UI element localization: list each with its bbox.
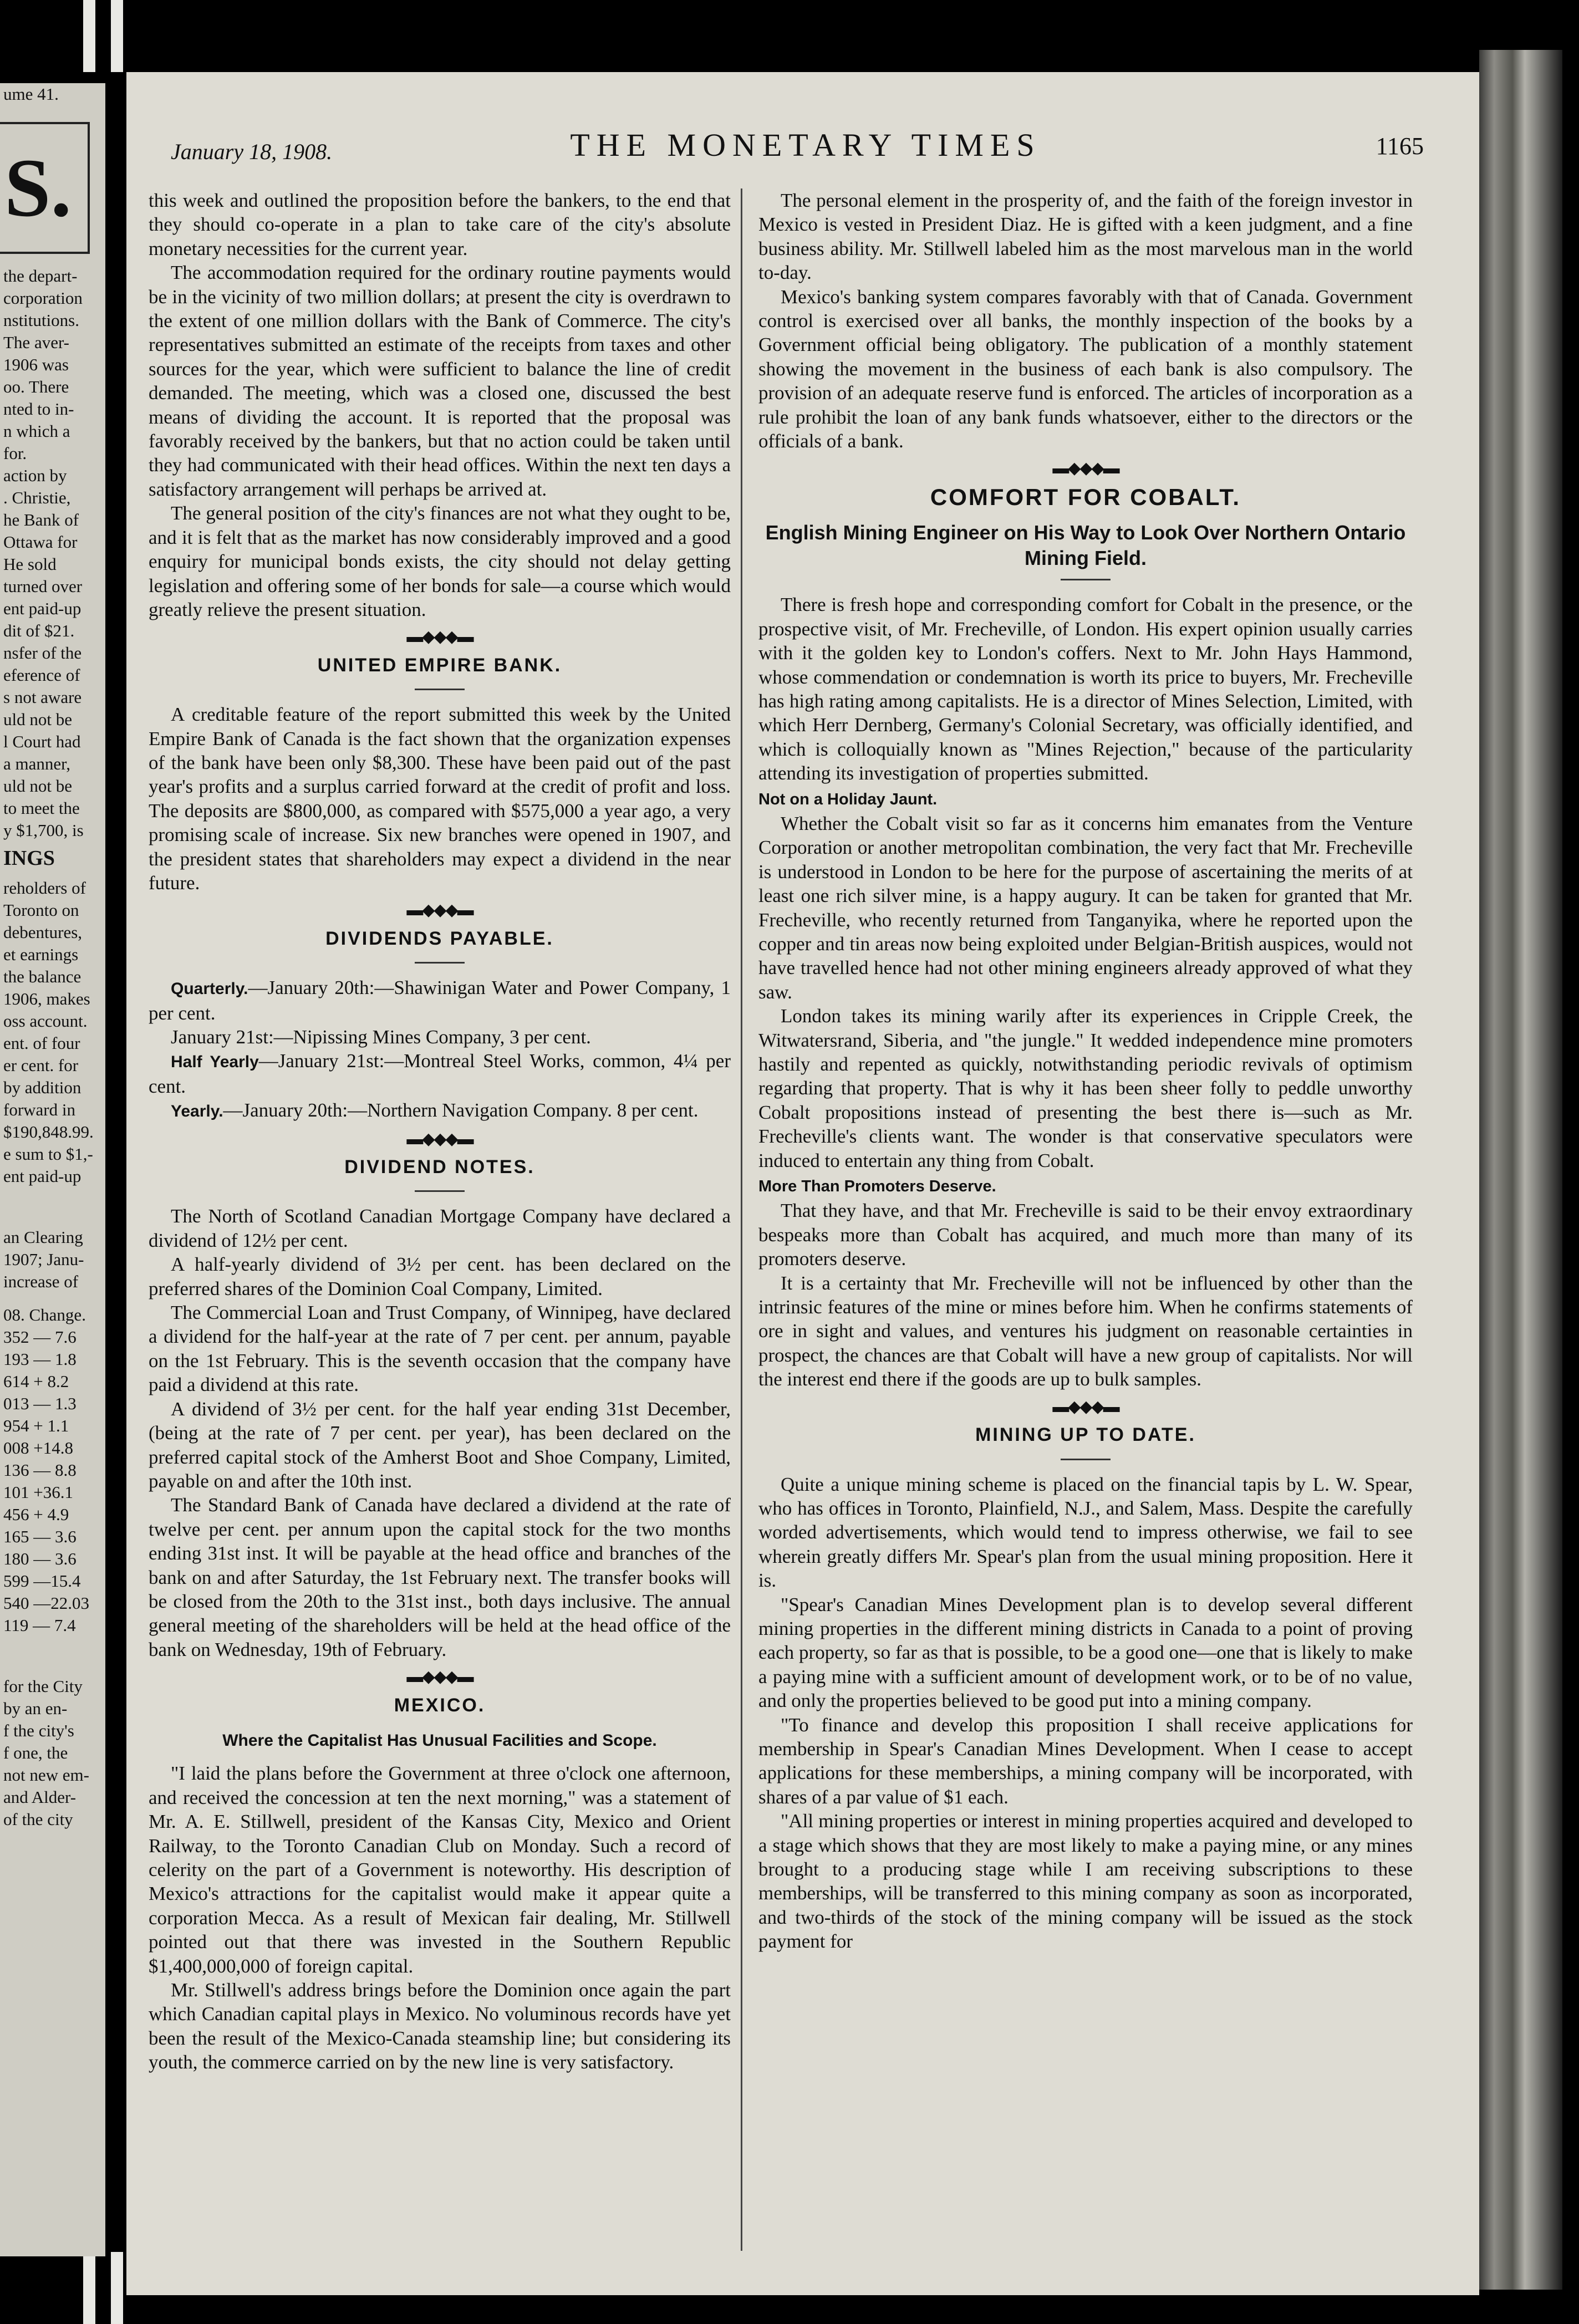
dividend-text: January 21st:—Nipissing Mines Company, 3 per cent. [171,1026,591,1048]
article-paragraph: A dividend of 3½ per cent. for the half year ending 31st December, (being at the rate of 7 per cent. per year), has been declared on the preferred capital stock of the Amherst Boot and Shoe Company, Limited, payable on and after the 10th inst. [149,1398,731,1492]
facing-page-line: . Christie, [3,488,71,507]
heading-rule [415,689,465,690]
facing-page-line: Ottawa for [3,532,78,552]
facing-page-line: 954 + 1.1 [3,1416,69,1435]
facing-page-line: increase of [3,1272,79,1291]
facing-page-line: nsfer of the [3,643,82,662]
section-subheading: English Mining Engineer on His Way to Look Over Northern Ontario Mining Field. [765,521,1406,570]
article-paragraph: Quite a unique mining scheme is placed on the financial tapis by L. W. Spear, who has offices in Toronto, Plainfield, N.J., and Salem, Mass. Despite the carefully worded advertisements, which would tend to impress otherwise, we fail to see wherein greatly differs Mr. Spear's plan from the usual mining proposition. Here it is. [758,1473,1413,1592]
facing-page-line: to meet the [3,798,80,818]
facing-page-line: dit of $21. [3,621,75,640]
section-ornament: ▬◆◆◆▬ [406,628,473,646]
section-heading-united-empire-bank: UNITED EMPIRE BANK. [317,654,562,676]
article-paragraph: "To finance and develop this proposition I shall receive applications for membership in Spear's Canadian Mines Development. When I cease to accept applications for these memberships, a mining company will be incorporated, with shares of a par value of $1 each. [758,1714,1413,1808]
right-column [758,188,1413,2273]
article-paragraph: There is fresh hope and corresponding comfort for Cobalt in the presence, or the prospective visit, of Mr. Frecheville, of London. His expert opinion usually carries with it the golden key to London's coffers. Next to Mr. John Hays Hammond, whose commendation or condemnation is worth its price to buyers, Mr. Frecheville has high rating among capitalists. He is a director of Mines Selection, Limited, with which Herr Dernberg, Germany's Colonial Secretary, was officially identified, and which is colloquially known as "Mines Rejection," because of the particularity attending its investigation of properties submitted. [758,594,1413,784]
article-paragraph: Mr. Stillwell's address brings before the Dominion once again the part which Canadian capital plays in Mexico. No voluminous records have yet been the result of the Mexico-Canada steamship line; but considering its youth, the commerce carried on by the new line is very satisfactory. [149,1979,731,2073]
article-paragraph: The Standard Bank of Canada have declared a dividend at the rate of twelve per cent. per annum upon the capital stock for the two months ending 31st inst. It will be payable at the head office and branches of the bank on and after Saturday, the 1st February next. The transfer books will be closed from the 20th to the 31st inst., both days inclusive. The annual general meeting of the shareholders will be held at the head office of the bank on Wednesday, 19th of February. [149,1494,731,1660]
dividend-text: —January 21st:—Montreal Steel Works, common, 4¼ per cent. [149,1050,731,1097]
facing-page-line: ent. of four [3,1033,80,1053]
facing-page-line: ent paid-up [3,599,82,618]
section-heading-dividends-payable: DIVIDENDS PAYABLE. [325,927,554,949]
facing-page-line: the balance [3,967,82,986]
article-paragraph: Mexico's banking system compares favorably with that of Canada. Government control is exercised over all banks, the monthly inspection of the books by a Government official being obligatory. The publication of a monthly statement showing the movement in the business of each bank is also compulsory. The provision of an adequate reserve fund is enforced. The articles of incorporation as a rule prohibit the loan of any bank funds whatsoever, either to the directors or the officials of a bank. [758,286,1413,452]
article-paragraph: "Spear's Canadian Mines Development plan is to develop several different mining properties in the different mining districts in Canada to a point of proving each property, so far as that is possible, to be a good one—one that is likely to make a paying mine with a sufficient amount of development work, or to be of no value, and only the properties believed to be good put into a mining company. [758,1593,1413,1712]
facing-page-line: oo. There [3,377,69,396]
run-in-heading: More Than Promoters Deserve. [758,1178,996,1196]
section-subheading: Where the Capitalist Has Unusual Facilities and Scope. [222,1731,657,1750]
page-number: 1165 [1376,132,1424,160]
dividend-item [149,1049,731,1098]
article-paragraph: this week and outlined the proposition before the bankers, to the end that they should co-operate in a plan to take care of the city's absolute monetary necessities for the current year. [149,190,731,259]
facing-page-line: 599 —15.4 [3,1571,81,1591]
facing-page-line: 352 — 7.6 [3,1327,77,1347]
facing-page-line: eference of [3,665,80,685]
heading-rule [1061,1459,1111,1460]
run-in-heading: Not on a Holiday Jaunt. [758,790,938,808]
article-paragraph: The North of Scotland Canadian Mortgage Company have declared a dividend of 12½ per cent. [149,1205,731,1251]
article-paragraph: "I laid the plans before the Government at three o'clock one afternoon, and received the concession at ten the next morning," was a statement of Mr. A. E. Stillwell, president of the Kansas City, Mexico and Orient Railway, to the Toronto Canadian Club on Monday. Such a record of celerity on the part of a Government is noteworthy. His description of Mexico's attractions for the capitalist would make it appear quite a corporation Mecca. As a result of Mexican fair dealing, Mr. Stillwell pointed out that there was invested in the Southern Republic $1,400,000,000 of foreign capital. [149,1762,731,1977]
section-heading-dividend-notes: DIVIDEND NOTES. [344,1156,535,1178]
article-paragraph: London takes its mining warily after its experiences in Cripple Creek, the Witwatersrand, Siberia, and "the jungle." It wedded independence mine promoters hastily and repented as quickly, notwithstanding periodic revivals of optimism regarding that property. That is why it has been sheer folly to peddle unworthy Cobalt propositions instead of presenting the best there is—such as Mr. Frecheville's clients want. The wonder is that conservative speculators were induced to entertain any thing from Cobalt. [758,1005,1413,1171]
dividend-text: —January 20th:—Shawinigan Water and Power Company, 1 per cent. [149,977,731,1024]
facing-page-line: et earnings [3,945,79,964]
section-ornament: ▬◆◆◆▬ [406,901,473,920]
heading-rule [415,1190,465,1192]
section-ornament: ▬◆◆◆▬ [1052,1397,1119,1416]
dividend-item [149,1098,731,1123]
column-divider [741,188,742,2251]
facing-page-line: action by [3,466,67,485]
facing-page-line: 456 + 4.9 [3,1505,69,1524]
facing-page-line: 1907; Janu- [3,1250,84,1269]
facing-page-line: by an en- [3,1699,68,1718]
publication-title: THE MONETARY TIMES [570,127,1041,163]
film-mark [111,0,123,72]
facing-page-line: 013 — 1.3 [3,1394,77,1413]
dividend-item [149,1025,731,1049]
facing-page-line: 540 —22.03 [3,1593,89,1613]
facing-page-change-rows [0,1326,105,1637]
facing-page-line: f one, the [3,1743,68,1762]
facing-page-lines-4 [0,1675,105,1831]
article-paragraph: That they have, and that Mr. Frecheville is said to be their envoy extraordinary bespeaks more than Cobalt has acquired, and much more than many of its promoters deserve. [758,1200,1413,1270]
facing-page-line: er cent. for [3,1056,79,1075]
film-mark [83,0,95,72]
facing-page-line: n which a [3,421,70,441]
facing-page-line: for. [3,444,27,463]
facing-page-line: 614 + 8.2 [3,1372,69,1391]
facing-page-line: nted to in- [3,399,74,419]
facing-page-change-header: 08. Change. [3,1305,86,1324]
facing-page-lines-1 [0,265,105,842]
page-binding-edge [1479,50,1562,2290]
facing-page-big-letter: S. [0,122,90,254]
article-paragraph: A creditable feature of the report submitted this week by the United Empire Bank of Canada is the fact shown that the organization expenses of the bank have been only $8,300. These have been paid out of the past year's profits and a surplus carried forward at the credit of profit and loss. The deposits are $800,000, as compared with $575,000 a year ago, a very promising scale of increase. Six new branches were opened in 1907, and the president states that shareholders may expect a dividend in the near future. [149,704,731,894]
facing-page-line: 1906 was [3,355,69,374]
facing-page-line: e sum to $1,- [3,1144,93,1164]
newspaper-page [126,72,1479,2295]
facing-page-line: uld not be [3,776,72,796]
facing-page-line: reholders of [3,878,86,898]
left-column [149,188,731,2273]
section-heading-mining-up-to-date: MINING UP TO DATE. [975,1424,1196,1446]
section-ornament: ▬◆◆◆▬ [1052,459,1119,478]
facing-page-line: uld not be [3,710,72,729]
facing-page-line: ume 41. [3,84,59,104]
facing-page-line: The aver- [3,333,69,352]
section-ornament: ▬◆◆◆▬ [406,1668,473,1686]
facing-page-line: f the city's [3,1721,74,1740]
facing-page-line: by addition [3,1078,82,1097]
facing-page-line: 193 — 1.8 [3,1349,77,1369]
film-mark [111,2252,123,2324]
article-paragraph: It is a certainty that Mr. Frecheville will not be influenced by other than the intrinsic features of the mine or mines before him. When he confirms statements of ore in sight and values, and ventures his judgment on reasonable certainties in prospect, the chances are that Cobalt will have a new group of capitalists. Nor will the interest end there if the goods are up to bulk samples. [758,1272,1413,1390]
facing-page-line: and Alder- [3,1787,77,1807]
article-paragraph: Whether the Cobalt visit so far as it concerns him emanates from the Venture Corporation or another metropolitan combination, the very fact that Mr. Frecheville is understood in London to be here for the purpose of ascertaining the merits of at least one rich silver mine, is a happy augury. It can be taken for granted that Mr. Frecheville, who recently returned from Tanganyika, where he reported upon the copper and tin areas now being exploited under Belgian-British auspices, would not have travelled hence had not other mining engineers already approved of what they saw. [758,812,1413,1003]
masthead [154,126,1457,171]
article-paragraph: The personal element in the prosperity of, and the faith of the foreign investor in Mexico is vested in President Diaz. He is gifted with a keen judgment, and a fine business ability. Mr. Stillwell labeled him as the most marvelous man in the world to-day. [758,190,1413,284]
facing-page-line: y $1,700, is [3,820,84,840]
facing-page-line: 136 — 8.8 [3,1460,77,1480]
facing-page-lines-2 [0,877,105,1188]
facing-page-line: 119 — 7.4 [3,1615,76,1635]
facing-page-heading: INGS [3,847,55,870]
dividend-period: Quarterly. [171,980,248,998]
facing-page-line: s not aware [3,687,82,707]
facing-page-line: the depart- [3,266,78,286]
dividend-period: Yearly. [171,1102,223,1121]
dividend-period: Half Yearly [171,1053,259,1072]
facing-page-lines-3 [0,1226,105,1293]
film-mark [83,2252,95,2324]
facing-page-fragment [0,83,105,2256]
facing-page-top [0,83,105,105]
heading-rule [1061,579,1111,580]
facing-page-line: l Court had [3,732,81,751]
facing-page-line: debentures, [3,923,83,942]
facing-page-line: nstitutions. [3,310,79,330]
facing-page-line: $190,848.99. [3,1122,94,1141]
facing-page-line: 1906, makes [3,989,90,1008]
facing-page-line: forward in [3,1100,75,1119]
facing-page-line: an Clearing [3,1227,83,1247]
section-ornament: ▬◆◆◆▬ [406,1129,473,1148]
dividend-item [149,976,731,1025]
facing-page-line: Toronto on [3,900,79,920]
facing-page-line: of the city [3,1810,73,1829]
article-paragraph: A half-yearly dividend of 3½ per cent. has been declared on the preferred shares of the Dominion Coal Company, Limited. [149,1253,731,1299]
facing-page-line: he Bank of [3,510,79,529]
facing-page-line: oss account. [3,1011,88,1031]
dividend-text: —January 20th:—Northern Navigation Company. 8 per cent. [223,1099,699,1122]
article-paragraph: The Commercial Loan and Trust Company, of Winnipeg, have declared a dividend for the half-year at the rate of 7 per cent. per annum, payable on the 1st February. This is the seventh occasion that the company have paid a dividend at this rate. [149,1302,731,1396]
article-paragraph: The general position of the city's finances are not what they ought to be, and it is felt that as the market has now considerably improved and a good enquiry for municipal bonds exists, the city should not delay getting legislation and offering some of her bonds for sale—a course which would greatly relieve the present situation. [149,502,731,620]
facing-page-line: not new em- [3,1765,89,1785]
facing-page-line: for the City [3,1676,83,1696]
facing-page-line: 008 +14.8 [3,1438,73,1457]
facing-page-line: 180 — 3.6 [3,1549,77,1568]
facing-page-line: turned over [3,577,83,596]
section-heading-comfort-for-cobalt: COMFORT FOR COBALT. [930,483,1241,510]
article-paragraph: "All mining properties or interest in mining properties acquired and developed to a stage which shows that they are most likely to make a paying mine, or any mines brought to a producing stage while I am receiving subscriptions to these memberships, will be transferred to this mining company as soon as incorporated, and two-thirds of the stock of the mining company will be issued as the stock payment for [758,1810,1413,1953]
facing-page-line: 101 +36.1 [3,1482,73,1502]
facing-page-line: ent paid-up [3,1166,82,1186]
article-paragraph: The accommodation required for the ordinary routine payments would be in the vicinity of two million dollars; at present the city is overdrawn to the extent of one million dollars with the Bank of Commerce. The city's representatives submitted an estimate of the receipts from taxes and other sources for the year, which were sufficient to balance the line of credit demanded. The meeting, which was a closed one, discussed the best means of dividing the account. It is reported that the proposal was favorably received by the bankers, but that no action could be taken until they had communicated with their head offices. Within the next ten days a satisfactory arrangement will perhaps be arrived at. [149,262,731,500]
issue-date: January 18, 1908. [171,139,333,164]
facing-page-line: 165 — 3.6 [3,1527,77,1546]
heading-rule [415,962,465,964]
section-heading-mexico: MEXICO. [394,1694,486,1716]
facing-page-line: corporation [3,288,83,308]
facing-page-line: He sold [3,554,57,574]
facing-page-line: a manner, [3,754,70,773]
